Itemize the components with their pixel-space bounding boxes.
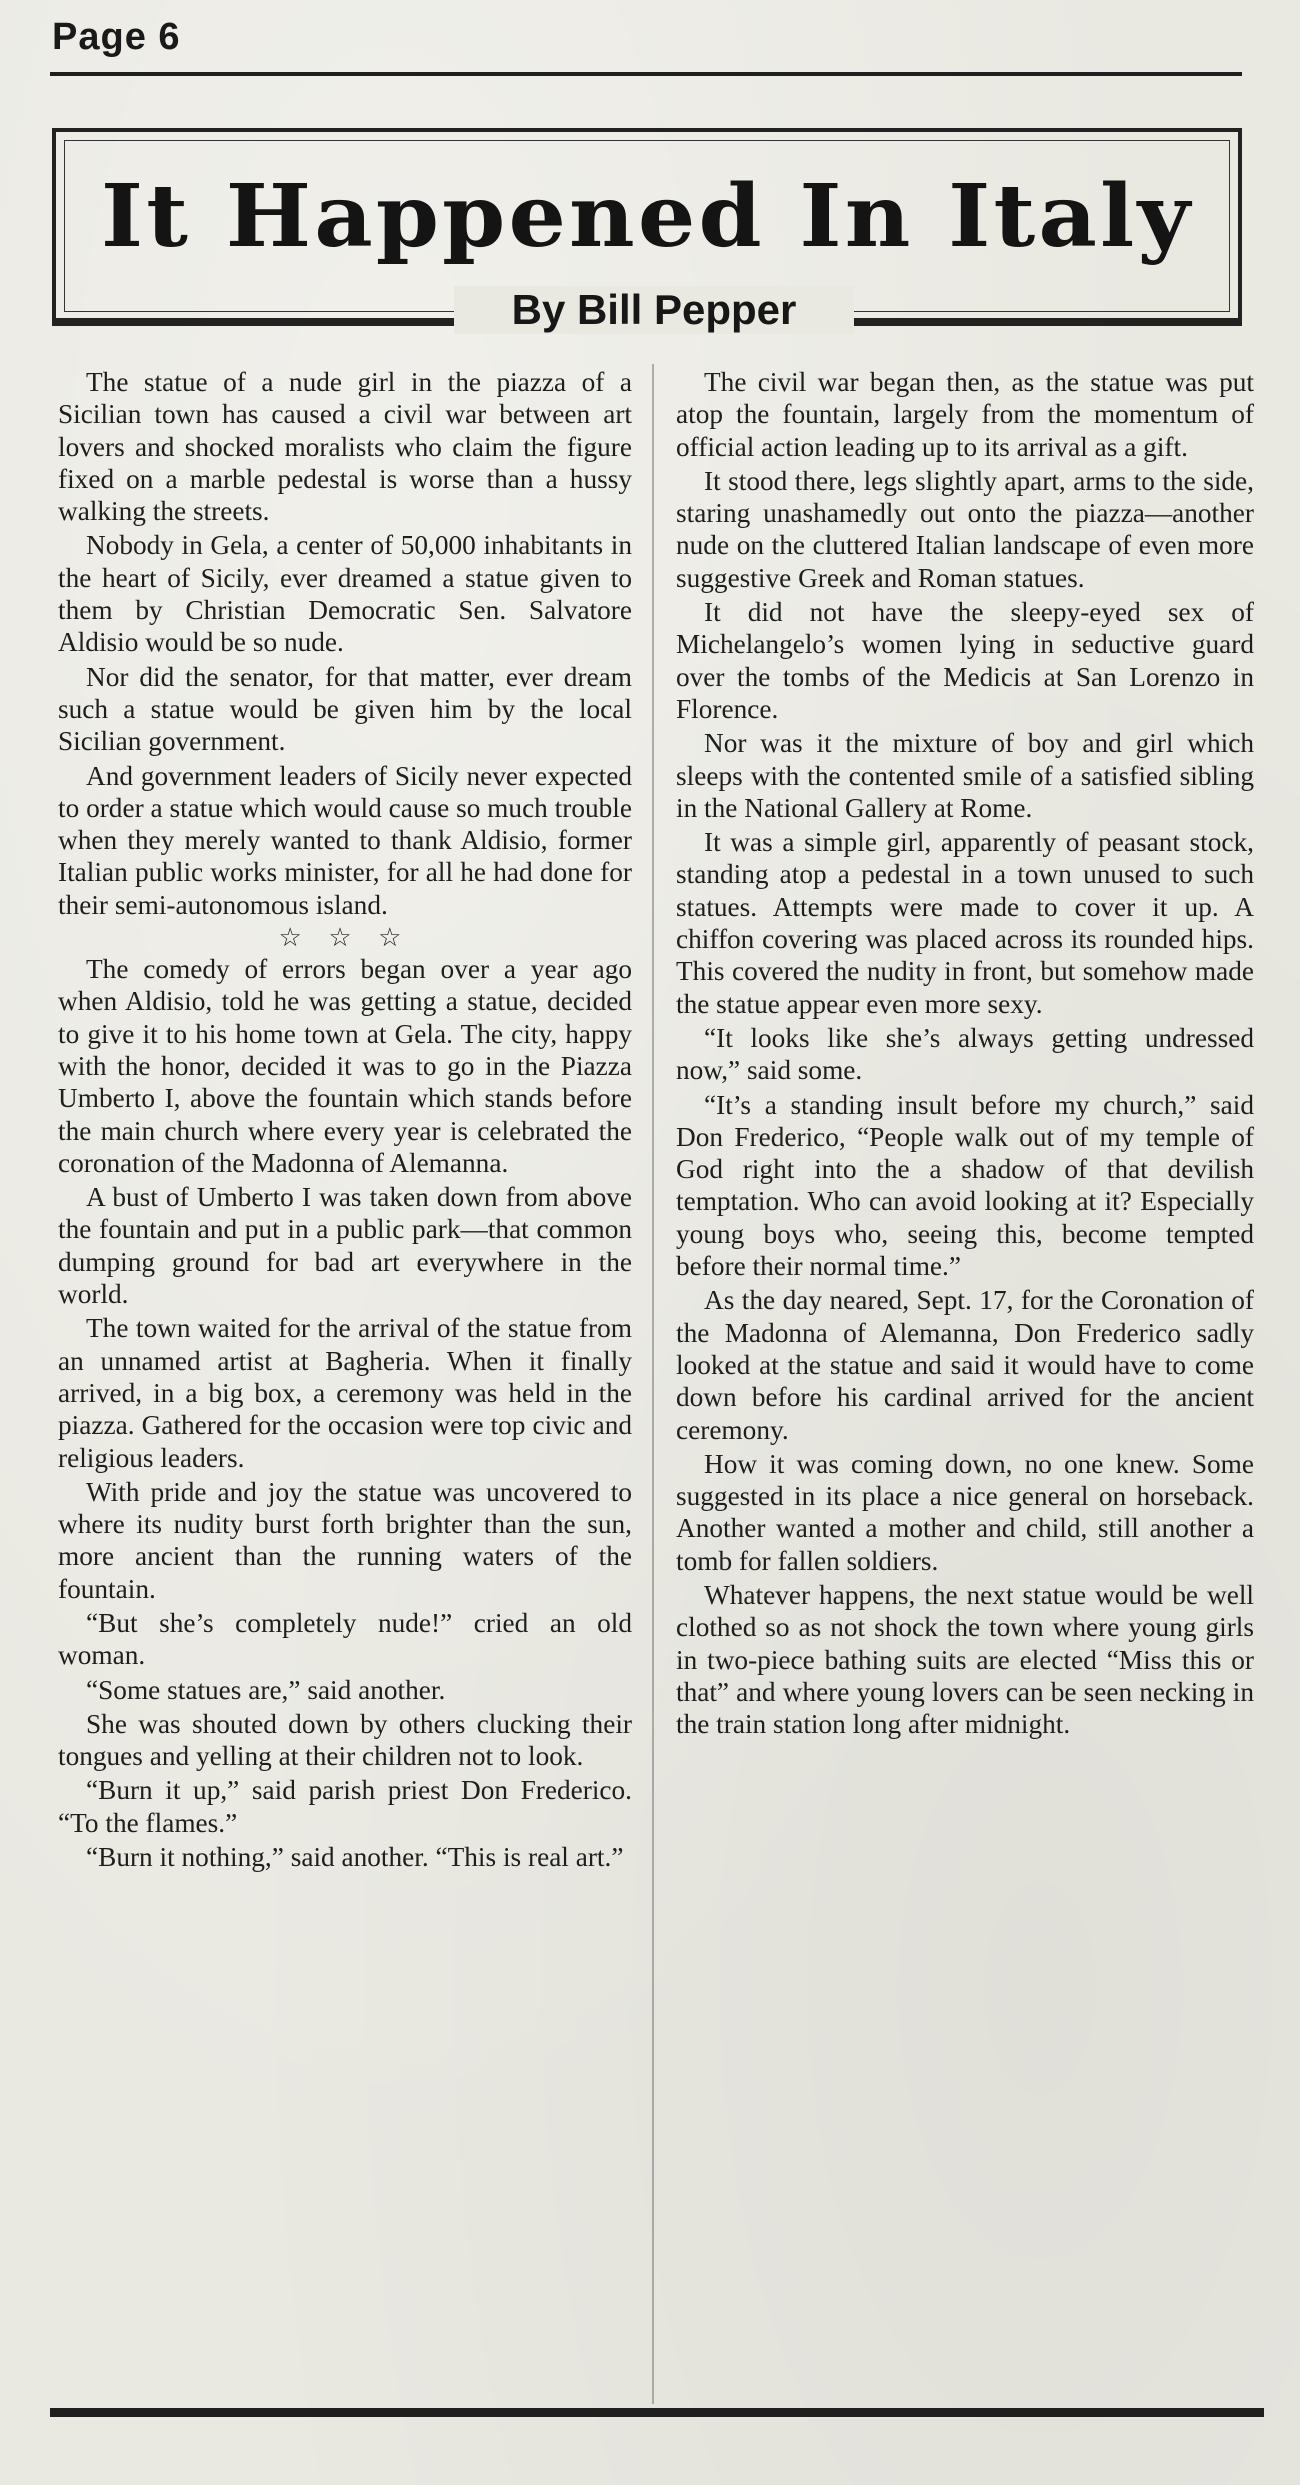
paragraph: It did not have the sleepy-eyed sex of Michelangelo’s women lying in seductive guard over the tombs of the Medicis at San Lorenzo in Florence. [676,597,1254,724]
paragraph: Whatever happens, the next statue would be well clothed so as not shock the town where young girls in two-piece bathing suits are elected “Miss this or that” and where young lovers can be seen necking in the train station long after midnight. [676,1579,1254,1740]
top-rule [50,72,1242,76]
paragraph: It was a simple girl, apparently of peasant stock, standing atop a pedestal in a town unused to such statues. Attempts were made to cover it up. A chiffon covering was placed across its rounded hips. This covered the nudity in front, but somehow made the statue appear even more sexy. [676,827,1254,1019]
paragraph: The statue of a nude girl in the piazza of a Sicilian town has caused a civil war between art lovers and shocked moralists who claim the figure fixed on a marble pedestal is worse than a hussy walking the streets. [58,367,632,527]
paragraph: The civil war began then, as the statue was put atop the fountain, largely from the momentum of official action leading up to its arrival as a gift. [676,367,1254,462]
paragraph: It stood there, legs slightly apart, arms to the side, staring unashamedly out onto the piazza—another nude on the cluttered Italian landscape of even more suggestive Greek and Roman statues. [676,465,1254,593]
paragraph: The town waited for the arrival of the statue from an unnamed artist at Bagheria. When it finally arrived, in a big box, a ceremony was held in the piazza. Gathered for the occasion were top civic and religious leaders. [58,1313,632,1473]
article-column-right [676,366,1254,1740]
bottom-rule [50,2408,1264,2417]
paragraph: With pride and joy the statue was uncovered to where its nudity burst forth brighter than the sun, more ancient than the running waters of the fountain. [58,1476,632,1604]
byline: By Bill Pepper [454,286,854,334]
paragraph: Nobody in Gela, a center of 50,000 inhabitants in the heart of Sicily, ever dreamed a statue given to them by Christian Democratic Sen. Salvatore Aldisio would be so nude. [58,530,632,658]
article-column-left [58,366,632,1873]
paragraph: The comedy of errors began over a year ago when Aldisio, told he was getting a statue, decided to give it to his home town at Gela. The city, happy with the honor, decided it was to go in the Piazza Umberto I, above the fountain which stands before the main church where every year is celebrated the coronation of the Madonna of Alemanna. [58,954,632,1178]
byline-bar [52,282,1242,358]
section-break-stars: ☆ ☆ ☆ [278,923,412,953]
paragraph: As the day neared, Sept. 17, for the Coronation of the Madonna of Alemanna, Don Frederico sadly looked at the statue and said it would have to come down before his cardinal arrived for the ancient ceremony. [676,1285,1254,1445]
byline-rule-right [854,318,1242,326]
paragraph: Nor did the senator, for that matter, ever dream such a statue would be given him by the local Sicilian government. [58,661,632,757]
paragraph: “Some statues are,” said another. [86,1674,446,1705]
headline: It Happened In Italy [100,166,1194,267]
paragraph: She was shouted down by others clucking their tongues and yelling at their children not to look. [58,1708,632,1772]
page-number: Page 6 [52,16,181,58]
column-divider [652,364,654,2404]
paragraph: Nor was it the mixture of boy and girl which sleeps with the contented smile of a satisfied sibling in the National Gallery at Rome. [676,728,1254,823]
paragraph: And government leaders of Sicily never expected to order a statue which would cause so much trouble when they merely wanted to thank Aldisio, former Italian public works minister, for all he had done for their semi-autonomous island. [58,760,632,920]
paragraph: A bust of Umberto I was taken down from above the fountain and put in a public park—that common dumping ground for bad art everywhere in the world. [58,1182,632,1310]
paragraph: “Burn it nothing,” said another. “This is real art.” [86,1842,624,1873]
paragraph: How it was coming down, no one knew. Some suggested in its place a nice general on horseback. Another wanted a mother and child, still another a tomb for fallen soldiers. [676,1448,1254,1576]
paragraph: “It looks like she’s always getting undressed now,” said some. [676,1022,1254,1086]
paragraph: “It’s a standing insult before my church,” said Don Frederico, “People walk out of my temple of God right into the a shadow of that devilish temptation. Who can avoid looking at it? Especially young boys who, seeing this, become tempted before their normal time.” [676,1089,1254,1282]
byline-rule-left [52,318,454,326]
paragraph: “Burn it up,” said parish priest Don Frederico. “To the flames.” [58,1775,632,1838]
paragraph: “But she’s completely nude!” cried an old woman. [58,1607,632,1671]
